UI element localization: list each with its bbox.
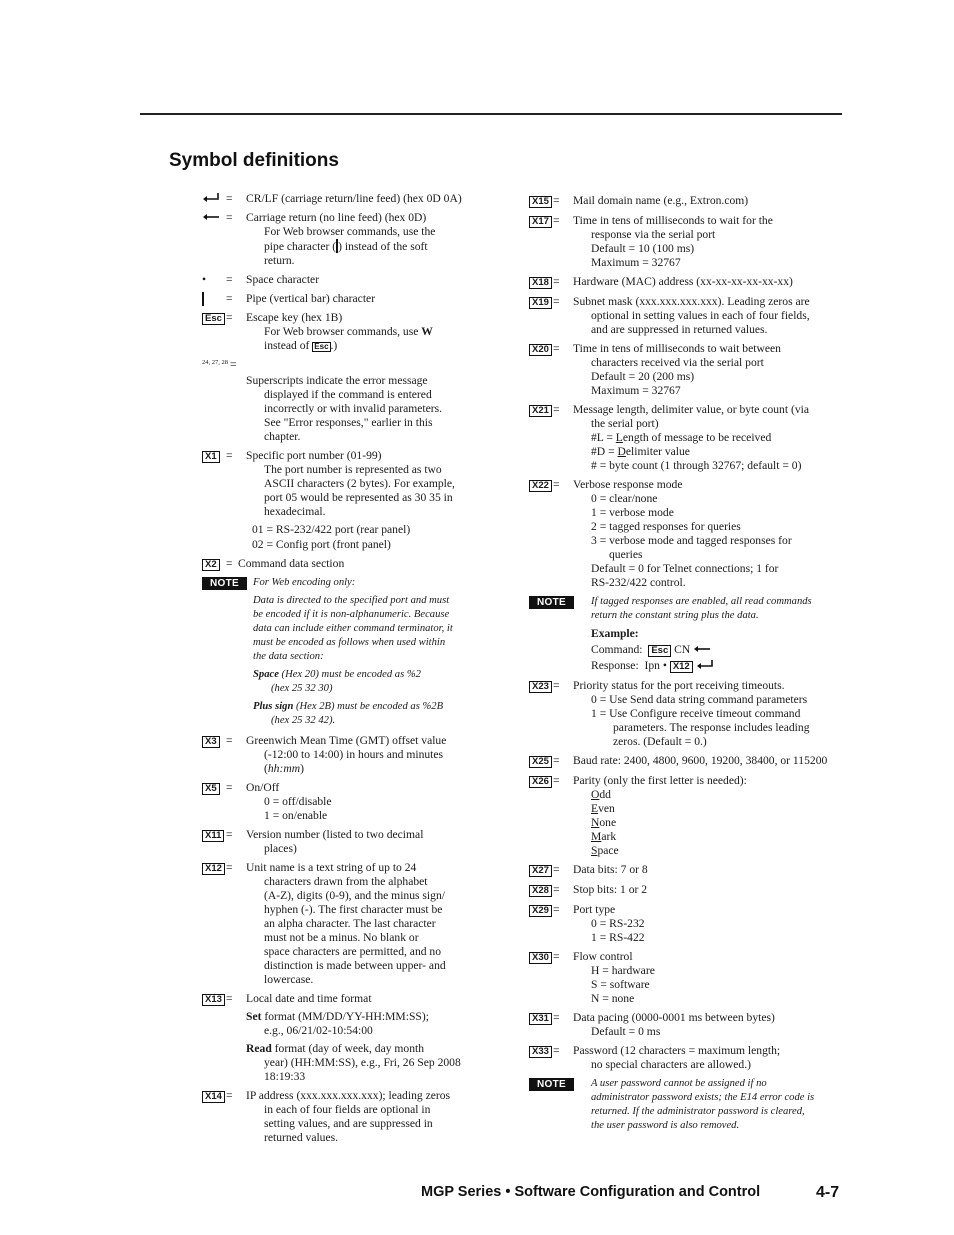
x11-symbol: X11 <box>202 830 224 842</box>
entry-esc: Esc = Escape key (hex 1B) For Web browser commands, use W instead of Esc .) <box>202 311 482 353</box>
entry-pipe: = Pipe (vertical bar) character <box>202 292 482 306</box>
entry-x12: X12 = Unit name is a text string of up to 24 characters drawn from the alphabet (A-Z), digits (0-9), and the minus sign/ hyphen (-). The first character must be an alpha character. The last character must not be a minus. No blank or space characters are permitted, and no distinction is made between upper- and lowercase. <box>202 861 482 987</box>
x30-symbol: X30 <box>529 952 552 964</box>
x20-symbol: X20 <box>529 344 552 356</box>
footer-title: MGP Series • Software Configuration and Control <box>421 1184 761 1200</box>
x28-symbol: X28 <box>529 885 552 897</box>
x26-symbol: X26 <box>529 776 552 788</box>
entry-x1: X1 = Specific port number (01-99) The port number is represented as two ASCII characters (2 bytes). For example, port 05 would be represented as 30 35 in hexadecimal. 01 = RS-232/422 port (rear panel) 02 = Config port (front panel) <box>202 449 482 552</box>
entry-x3: X3 = Greenwich Mean Time (GMT) offset value (-12:00 to 14:00) in hours and minutes (hh:mm) <box>202 734 482 776</box>
x22-note: NOTE If tagged responses are enabled, all read commands return the constant string plus the data. Example: Command: Esc CN Response: Ipn • X12 <box>529 595 844 673</box>
left-column <box>202 192 482 1150</box>
note-badge: NOTE <box>529 596 574 609</box>
x25-symbol: X25 <box>529 756 552 768</box>
right-column <box>529 194 844 1138</box>
x33-symbol: X33 <box>529 1046 552 1058</box>
x21-symbol: X21 <box>529 405 552 417</box>
x18-symbol: X18 <box>529 277 552 289</box>
x2-symbol: X2 <box>202 559 220 571</box>
entry-x31: X31 = Data pacing (0000-0001 ms between bytes) Default = 0 ms <box>529 1011 844 1039</box>
entry-x15: X15 = Mail domain name (e.g., Extron.com) <box>529 194 844 208</box>
entry-x29: X29 = Port type 0 = RS-232 1 = RS-422 <box>529 903 844 945</box>
x33-note: NOTE A user password cannot be assigned if no administrator password exists; the E14 error code is returned. If the administrator password is cleared, the user password is also removed. <box>529 1077 844 1133</box>
entry-x30: X30 = Flow control H = hardware S = software N = none <box>529 950 844 1006</box>
entry-x14: X14 = IP address (xxx.xxx.xxx.xxx); leading zeros in each of four fields are optional in setting values, and are suppressed in returned values. <box>202 1089 482 1145</box>
entry-x23: X23 = Priority status for the port receiving timeouts. 0 = Use Send data string command parameters 1 = Use Configure receive timeout command parameters. The response includes leading zeros. (Default = 0.) <box>529 679 844 749</box>
entry-x27: X27 = Data bits: 7 or 8 <box>529 863 844 877</box>
entry-space: • = Space character <box>202 273 320 286</box>
return-arrow-icon <box>696 660 714 670</box>
entry-x2: X2 = Command data section <box>202 557 482 571</box>
x5-symbol: X5 <box>202 783 220 795</box>
entry-x19: X19 = Subnet mask (xxx.xxx.xxx.xxx). Leading zeros are optional in setting values in each of four fields, and are suppressed in returned values. <box>529 295 844 337</box>
x17-symbol: X17 <box>529 216 552 228</box>
entry-x33: X33 = Password (12 characters = maximum length; no special characters are allowed.) <box>529 1044 844 1072</box>
x1-symbol: X1 <box>202 451 220 463</box>
entry-x21: X21 = Message length, delimiter value, or byte count (via the serial port) #L = Length of message to be received #D = Delimiter value # = byte count (1 through 32767; default = 0) <box>529 403 844 473</box>
x3-symbol: X3 <box>202 736 220 748</box>
entry-x18: X18 = Hardware (MAC) address (xx-xx-xx-xx-xx-xx) <box>529 275 844 289</box>
esc-key-symbol: Esc <box>648 645 671 657</box>
page-number: 4-7 <box>816 1184 840 1201</box>
entry-x26: X26 = Parity (only the first letter is needed): Odd Even None Mark Space <box>529 774 844 858</box>
x23-symbol: X23 <box>529 681 552 693</box>
x12-symbol: X12 <box>670 661 693 673</box>
esc-key-symbol: Esc <box>202 313 225 325</box>
note-badge: NOTE <box>202 577 247 590</box>
entry-superscripts: $^{24, 27, 28}$ = Superscripts indicate the error message displayed if the command is entered incorrectly or with invalid parameters. See "Error responses," earlier in this chapter. <box>202 358 443 443</box>
entry-x17: X17 = Time in tens of milliseconds to wait for the response via the serial port Default = 10 (100 ms) Maximum = 32767 <box>529 214 844 270</box>
x29-symbol: X29 <box>529 905 552 917</box>
note-badge: NOTE <box>529 1078 574 1091</box>
x19-symbol: X19 <box>529 297 552 309</box>
x22-symbol: X22 <box>529 480 552 492</box>
page-title: Symbol definitions <box>169 150 339 171</box>
entry-x11: X11 = Version number (listed to two decimal places) <box>202 828 482 856</box>
pipe-icon <box>202 292 204 307</box>
x13-symbol: X13 <box>202 994 225 1006</box>
entry-x25: X25 = Baud rate: 2400, 4800, 9600, 19200, 38400, or 115200 <box>529 754 844 768</box>
left-arrow-icon <box>693 644 711 654</box>
entry-cr: = Carriage return (no line feed) (hex 0D) For Web browser commands, use the pipe character ( ) instead of the soft return. <box>202 211 482 268</box>
entry-x5: X5 = On/Off 0 = off/disable 1 = on/enable <box>202 781 482 823</box>
entry-x22: X22 = Verbose response mode 0 = clear/none 1 = verbose mode 2 = tagged responses for queries 3 = verbose mode and tagged responses for queries Default = 0 for Telnet connections; 1 for RS-232/422 control. <box>529 478 844 590</box>
x2-note: NOTE For Web encoding only: Data is directed to the specified port and must be encoded if it is non-alphanumeric. Because data can include either command terminator, it must be encoded as follows when used within the data section: Space (Hex 20) must be encoded as %2 (hex 25 32 30) Plus sign (Hex 2B) must be encoded as %2B (hex 25 32 42). <box>202 576 482 728</box>
esc-key-symbol: Esc <box>314 342 329 351</box>
x15-symbol: X15 <box>529 196 552 208</box>
entry-x20: X20 = Time in tens of milliseconds to wait between characters received via the serial port Default = 20 (200 ms) Maximum = 32767 <box>529 342 844 398</box>
x12-symbol: X12 <box>202 863 225 875</box>
entry-x13: X13 = Local date and time format Set format (MM/DD/YY-HH:MM:SS); e.g., 06/21/02-10:54:00 Read format (day of week, day month year) (HH:MM:SS), e.g., Fri, 26 Sep 2008 18:19:33 <box>202 992 482 1084</box>
bullet-icon: • <box>202 273 207 286</box>
entry-x28: X28 = Stop bits: 1 or 2 <box>529 883 844 897</box>
entry-crlf: = CR/LF (carriage return/line feed) (hex 0D 0A) <box>202 192 482 206</box>
x31-symbol: X31 <box>529 1013 552 1025</box>
top-rule <box>140 113 842 115</box>
return-arrow-icon <box>202 192 220 206</box>
x14-symbol: X14 <box>202 1091 225 1103</box>
x27-symbol: X27 <box>529 865 552 877</box>
left-arrow-icon <box>202 211 220 225</box>
